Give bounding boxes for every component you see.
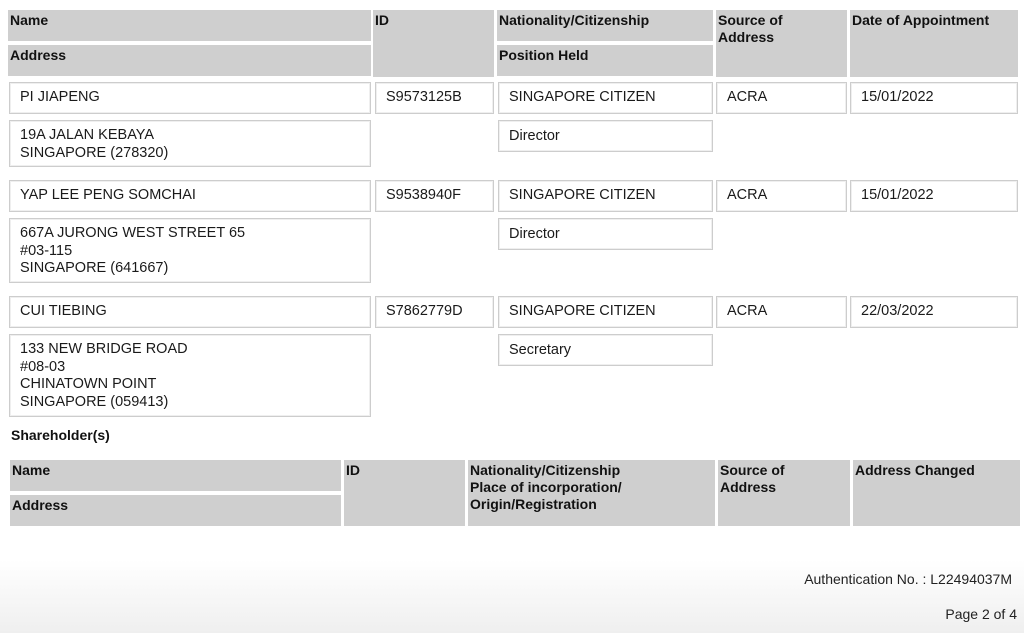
authentication-number: Authentication No. : L22494037M bbox=[804, 571, 1012, 587]
header-nationality: Nationality/Citizenship bbox=[497, 10, 713, 41]
officer-3-name: CUI TIEBING bbox=[9, 296, 371, 328]
shareholders-title: Shareholder(s) bbox=[11, 427, 110, 443]
header-id: ID bbox=[373, 10, 494, 77]
sh-header-name: Name bbox=[10, 460, 341, 491]
officer-1-id: S9573125B bbox=[375, 82, 494, 114]
officer-2-address bbox=[9, 218, 371, 283]
officer-3-address-line: SINGAPORE (059413) bbox=[20, 393, 169, 410]
officer-1-address-line: SINGAPORE (278320) bbox=[20, 144, 169, 161]
officer-2-address-line: #03-115 bbox=[20, 242, 73, 259]
header-source bbox=[716, 10, 847, 77]
officer-2-nationality: SINGAPORE CITIZEN bbox=[498, 180, 713, 212]
sh-header-nationality bbox=[468, 460, 715, 526]
header-name: Name bbox=[8, 10, 371, 41]
header-address: Address bbox=[8, 45, 371, 76]
officer-3-nationality: SINGAPORE CITIZEN bbox=[498, 296, 713, 328]
officer-3-address-line: 133 NEW BRIDGE ROAD bbox=[20, 341, 188, 357]
officer-2-address-line: SINGAPORE (641667) bbox=[20, 260, 169, 276]
officer-1-address bbox=[9, 120, 371, 167]
officer-3-address-line: CHINATOWN POINT bbox=[20, 376, 157, 392]
header-date: Date of Appointment bbox=[850, 10, 1018, 77]
officer-2-position: Director bbox=[498, 218, 713, 250]
officer-2-address-line: 667A JURONG WEST STREET 65 bbox=[20, 225, 246, 241]
officer-1-nationality: SINGAPORE CITIZEN bbox=[498, 82, 713, 114]
sh-header-nationality-line: Origin/Registration bbox=[470, 496, 597, 512]
sh-header-source bbox=[718, 460, 850, 526]
sh-header-address-changed: Address Changed bbox=[853, 460, 1020, 526]
officer-3-address-line: #08-03 bbox=[20, 358, 66, 375]
sh-header-nationality-line: Nationality/Citizenship bbox=[470, 462, 621, 478]
sh-header-address: Address bbox=[10, 495, 341, 526]
officer-3-date: 22/03/2022 bbox=[850, 296, 1018, 328]
sh-header-source-line: Address bbox=[720, 479, 777, 495]
header-source-line2: Address bbox=[718, 29, 775, 45]
header-position: Position Held bbox=[497, 45, 713, 76]
officer-3-address bbox=[9, 334, 371, 417]
officer-1-name: PI JIAPENG bbox=[9, 82, 371, 114]
officer-1-address-line: 19A JALAN KEBAYA bbox=[20, 127, 155, 143]
officer-2-source: ACRA bbox=[716, 180, 847, 212]
sh-header-id: ID bbox=[344, 460, 465, 526]
header-source-line1: Source of bbox=[718, 12, 783, 28]
officer-2-id: S9538940F bbox=[375, 180, 494, 212]
sh-header-nationality-line: Place of incorporation/ bbox=[470, 479, 622, 495]
officer-1-date: 15/01/2022 bbox=[850, 82, 1018, 114]
page-number: Page 2 of 4 bbox=[945, 606, 1017, 622]
officer-3-position: Secretary bbox=[498, 334, 713, 366]
officer-1-position: Director bbox=[498, 120, 713, 152]
officer-2-date: 15/01/2022 bbox=[850, 180, 1018, 212]
officer-2-name: YAP LEE PENG SOMCHAI bbox=[9, 180, 371, 212]
officer-1-source: ACRA bbox=[716, 82, 847, 114]
officer-3-source: ACRA bbox=[716, 296, 847, 328]
sh-header-source-line: Source of bbox=[720, 462, 785, 478]
officer-3-id: S7862779D bbox=[375, 296, 494, 328]
